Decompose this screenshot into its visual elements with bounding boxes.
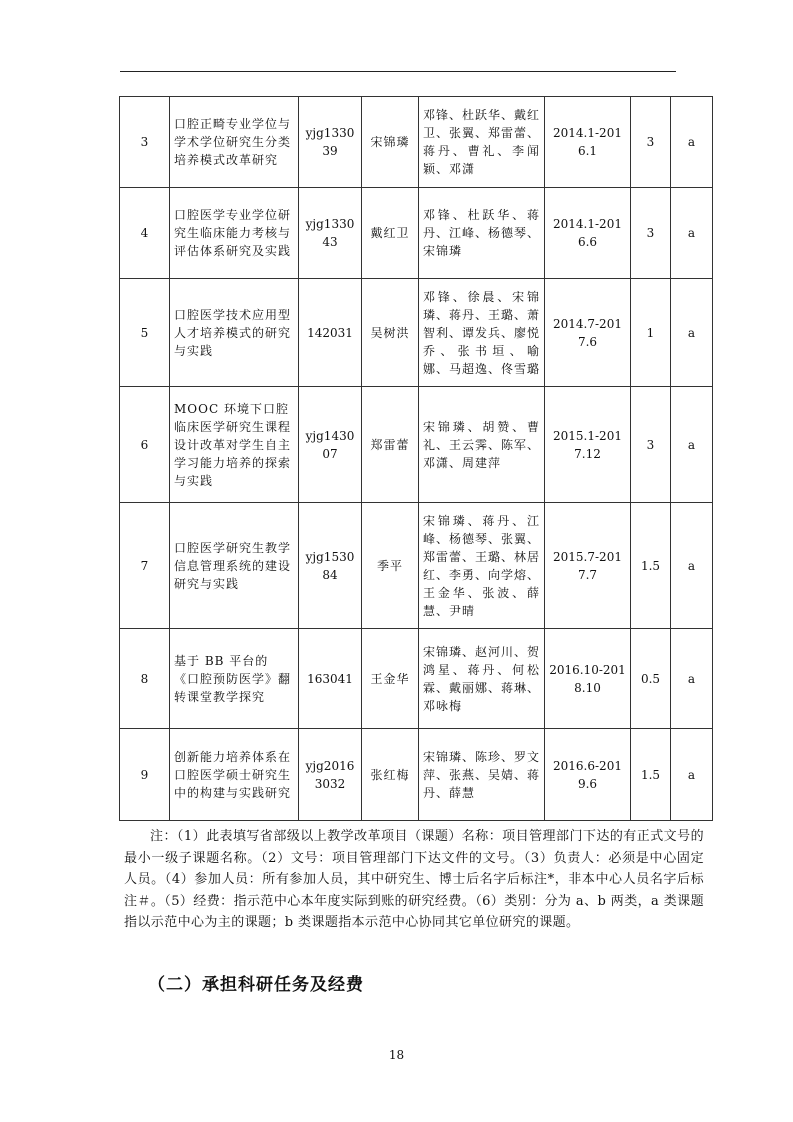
table-row (120, 97, 713, 188)
document-number: 142031 (299, 279, 362, 387)
project-name: 口腔医学技术应用型人才培养模式的研究与实践 (170, 279, 299, 387)
project-leader: 宋锦璘 (362, 97, 419, 188)
project-category: a (671, 629, 713, 729)
participants: 宋锦璘、陈珍、罗文萍、张燕、吴婧、蒋丹、薛慧 (419, 729, 545, 821)
table-notes: 注：（1）此表填写省部级以上教学改革项目（课题）名称：项目管理部门下达的有正式文号的最小一级子课题名称。（2）文号：项目管理部门下达文件的文号。（3）负责人：必须是中心固定人员。（4）参加人员：所有参加人员，其中研究生、博士后名字后标注*，非本中心人员名字后标注＃。（5）经费：指示范中心本年度实际到账的研究经费。（6）类别：分为 a、b 两类，a 类课题指以示范中心为主的课题；b 类课题指本示范中心协同其它单位研究的课题。 (124, 829, 704, 930)
project-funds: 0.5 (631, 629, 671, 729)
participants: 宋锦璘、赵河川、贺鸿星、蒋丹、何松霖、戴丽娜、蒋琳、邓咏梅 (419, 629, 545, 729)
document-number: yjg143007 (299, 387, 362, 503)
participants: 宋锦璘、蒋丹、江峰、杨德琴、张翼、郑雷蕾、王璐、林居红、李勇、向学熔、王金华、张波、薛慧、尹晴 (419, 503, 545, 629)
project-period: 2015.7-2017.7 (545, 503, 631, 629)
table-row (120, 503, 713, 629)
project-category: a (671, 97, 713, 188)
project-category: a (671, 729, 713, 821)
document-number: yjg153084 (299, 503, 362, 629)
participants: 邓锋、杜跃华、蒋丹、江峰、杨德琴、宋锦璘 (419, 188, 545, 279)
row-number: 9 (120, 729, 170, 821)
project-period: 2014.1-2016.1 (545, 97, 631, 188)
page-number: 18 (388, 1048, 405, 1062)
project-category: a (671, 387, 713, 503)
participants: 邓锋、杜跃华、戴红卫、张翼、郑雷蕾、蒋丹、曹礼、李闻颖、邓潇 (419, 97, 545, 188)
document-number: yjg133043 (299, 188, 362, 279)
project-name: MOOC 环境下口腔临床医学研究生课程设计改革对学生自主学习能力培养的探索与实践 (170, 387, 299, 503)
project-funds: 3 (631, 188, 671, 279)
table-row (120, 387, 713, 503)
project-name: 口腔医学研究生教学信息管理系统的建设研究与实践 (170, 503, 299, 629)
table-body (120, 97, 713, 821)
project-period: 2016.6-2019.6 (545, 729, 631, 821)
project-funds: 3 (631, 387, 671, 503)
participants: 邓锋、徐晨、宋锦璘、蒋丹、王璐、萧智利、谭发兵、廖悦乔、张书垣、喻 娜、马超逸、佟雪璐 (419, 279, 545, 387)
project-leader: 季平 (362, 503, 419, 629)
project-funds: 1.5 (631, 729, 671, 821)
row-number: 8 (120, 629, 170, 729)
table-row (120, 629, 713, 729)
project-name: 口腔医学专业学位研究生临床能力考核与评估体系研究及实践 (170, 188, 299, 279)
project-period: 2014.1-2016.6 (545, 188, 631, 279)
project-funds: 1.5 (631, 503, 671, 629)
project-period: 2015.1-2017.12 (545, 387, 631, 503)
row-number: 5 (120, 279, 170, 387)
document-number: 163041 (299, 629, 362, 729)
table-row (120, 729, 713, 821)
row-number: 3 (120, 97, 170, 188)
project-category: a (671, 188, 713, 279)
row-number: 4 (120, 188, 170, 279)
project-leader: 郑雷蕾 (362, 387, 419, 503)
section-heading: （二）承担科研任务及经费 (148, 975, 364, 995)
projects-table (119, 96, 713, 821)
project-period: 2016.10-2018.10 (545, 629, 631, 729)
table-row (120, 279, 713, 387)
document-number: yjg20163032 (299, 729, 362, 821)
project-leader: 张红梅 (362, 729, 419, 821)
project-funds: 1 (631, 279, 671, 387)
project-category: a (671, 279, 713, 387)
table-row (120, 188, 713, 279)
project-funds: 3 (631, 97, 671, 188)
project-name: 创新能力培养体系在口腔医学硕士研究生中的构建与实践研究 (170, 729, 299, 821)
project-leader: 王金华 (362, 629, 419, 729)
participants: 宋锦璘、胡赞、曹礼、王云霁、陈军、邓潇、周建萍 (419, 387, 545, 503)
header-rule (120, 71, 676, 72)
project-leader: 戴红卫 (362, 188, 419, 279)
document-number: yjg133039 (299, 97, 362, 188)
project-name: 基于 BB 平台的《口腔预防医学》翻转课堂教学探究 (170, 629, 299, 729)
project-category: a (671, 503, 713, 629)
project-leader: 吴树洪 (362, 279, 419, 387)
row-number: 6 (120, 387, 170, 503)
project-name: 口腔正畸专业学位与学术学位研究生分类培养模式改革研究 (170, 97, 299, 188)
row-number: 7 (120, 503, 170, 629)
project-period: 2014.7-2017.6 (545, 279, 631, 387)
